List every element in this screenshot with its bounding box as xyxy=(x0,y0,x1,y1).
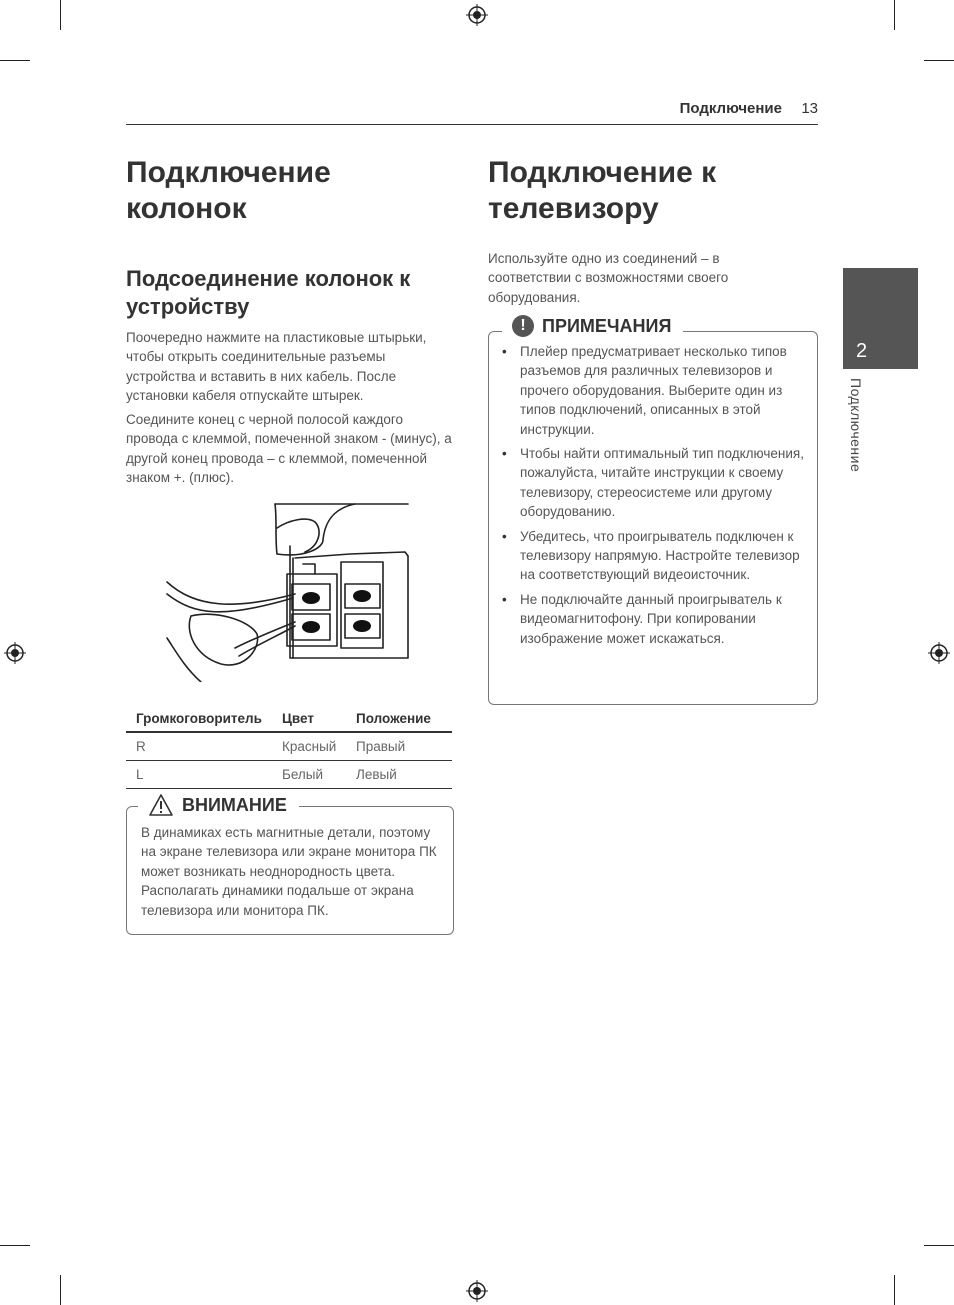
page-header xyxy=(126,98,818,125)
left-paragraph-2: Соедините конец с черной полосой каждого провода с клеммой, помеченной знаком - (минус), а другой конец провода – с клеммой, помеченной знаком +. (плюс). xyxy=(126,412,452,486)
crop-mark xyxy=(894,0,895,30)
header-section-title: Подключение xyxy=(679,100,782,117)
left-paragraph-1: Поочередно нажмите на пластиковые штырьки, чтобы открыть соединительные разъемы устройства и вставить в них кабель. После установки кабеля отпускайте штырек. xyxy=(126,330,427,404)
table-row xyxy=(126,732,452,761)
crop-mark xyxy=(924,1245,954,1246)
table-cell: Белый xyxy=(272,761,346,789)
table-cell: Красный xyxy=(272,732,346,761)
table-cell: Левый xyxy=(346,761,452,789)
caution-title: ВНИМАНИЕ xyxy=(182,794,287,815)
note-text: Убедитесь, что проигрыватель подключен к телевизору напрямую. Настройте телевизор на соответствующий видеоисточник. xyxy=(520,528,800,583)
crop-mark xyxy=(60,1275,61,1305)
exclamation-icon: ! xyxy=(512,315,534,337)
registration-mark-icon xyxy=(466,1280,488,1302)
chapter-number: 2 xyxy=(856,340,868,362)
bullet-icon: • xyxy=(502,446,507,462)
list-item xyxy=(502,590,808,648)
bullet-icon: • xyxy=(502,528,507,544)
bullet-icon: • xyxy=(502,344,507,359)
caution-text: В динамиках есть магнитные детали, поэтому на экране телевизора или экране монитора ПК может возникать неоднородность цвета. Располагать динамики подальше от экрана телевизора или монитора ПК. xyxy=(141,825,437,918)
list-item xyxy=(502,342,808,439)
crop-mark xyxy=(0,1245,30,1246)
list-item xyxy=(502,527,808,585)
page-number: 13 xyxy=(801,100,818,117)
notes-heading xyxy=(502,315,683,337)
table-header-cell: Цвет xyxy=(272,706,346,732)
left-subtitle: Подсоединение колонок к устройству xyxy=(126,266,411,319)
right-page-title: Подключение к телевизору xyxy=(488,156,717,225)
crop-mark xyxy=(894,1275,895,1305)
table-cell: R xyxy=(126,732,272,761)
table-header-cell: Положение xyxy=(346,706,452,732)
note-text: Плейер предусматривает несколько типов разъемов для различных телевизоров и прочего оборудования. Выберите один из типов подключений, описанных в этой инструкции. xyxy=(520,344,787,437)
notes-title: ПРИМЕЧАНИЯ xyxy=(542,315,672,336)
speaker-table xyxy=(126,706,452,789)
crop-mark xyxy=(60,0,61,30)
chapter-tab xyxy=(843,268,918,369)
warning-triangle-icon xyxy=(148,793,174,817)
right-intro: Используйте одно из соединений – в соответствии с возможностями своего оборудования. xyxy=(488,251,729,305)
speaker-connection-illustration xyxy=(165,498,413,682)
caution-heading xyxy=(138,793,299,817)
crop-mark xyxy=(0,60,30,61)
note-text: Чтобы найти оптимальный тип подключения, пожалуйста, читайте инструкции к своему телевизору, стереосистеме или другому оборудованию. xyxy=(520,446,804,520)
registration-mark-icon xyxy=(4,642,26,664)
table-header-cell: Громкоговоритель xyxy=(126,706,272,732)
notes-list xyxy=(502,342,808,653)
registration-mark-icon xyxy=(466,4,488,26)
list-item xyxy=(502,444,808,522)
chapter-tab-label: Подключение xyxy=(848,378,864,473)
left-page-title: Подключение колонок xyxy=(126,156,331,225)
bullet-icon: • xyxy=(502,591,507,607)
note-text: Не подключайте данный проигрыватель к видеомагнитофону. При копировании изображение может искажаться. xyxy=(520,591,782,646)
registration-mark-icon xyxy=(928,642,950,664)
crop-mark xyxy=(924,60,954,61)
table-cell: Правый xyxy=(346,732,452,761)
table-row xyxy=(126,761,452,789)
table-cell: L xyxy=(126,761,272,789)
table-header-row xyxy=(126,706,452,732)
